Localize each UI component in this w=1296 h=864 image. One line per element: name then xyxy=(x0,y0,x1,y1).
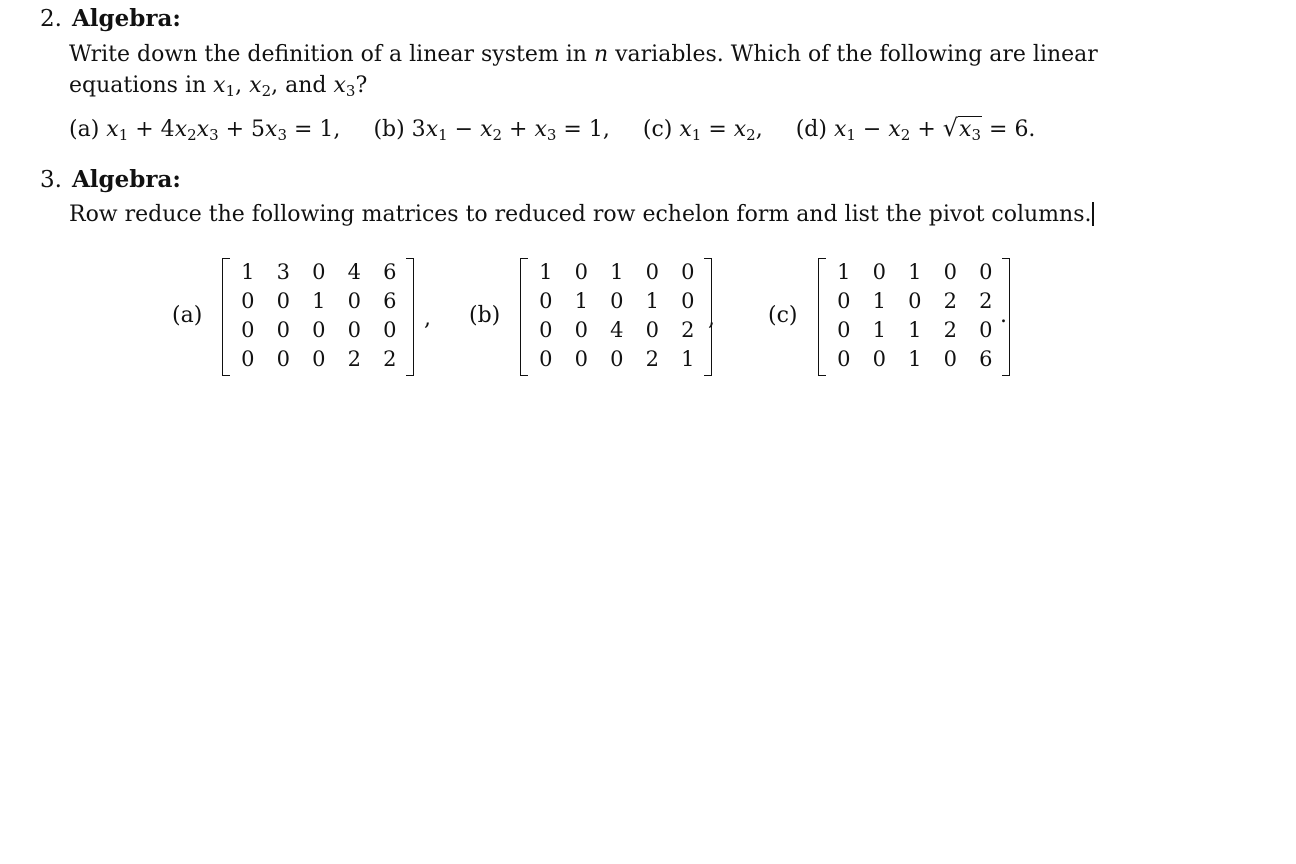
left-bracket xyxy=(222,258,230,376)
matrix-b xyxy=(520,258,712,374)
math-x2: $x_2$ xyxy=(249,73,272,100)
problem-2-number: 2. xyxy=(40,6,62,32)
variable-n: n xyxy=(593,42,609,67)
problem-2-title: Algebra: xyxy=(71,5,181,32)
matrix-c-period: . xyxy=(1000,303,1007,328)
matrix-a xyxy=(222,258,414,374)
matrix-a-label: (a) xyxy=(172,303,203,328)
left-bracket xyxy=(520,258,528,376)
option-a: (a) $x_1 + 4x_2x_3 + 5x_3 = 1$, xyxy=(69,117,341,144)
matrix-row: 0 1 0 2 2 xyxy=(837,288,993,313)
problem-3-title: Algebra: xyxy=(71,166,181,193)
text-cursor xyxy=(1092,202,1094,226)
matrix-a-comma: , xyxy=(424,306,431,331)
matrix-row: 1 3 0 4 6 xyxy=(241,259,397,284)
matrix-c xyxy=(818,258,1010,374)
sqrt-symbol: $√x_3$ xyxy=(942,114,982,144)
matrix-row: 1 0 1 0 0 xyxy=(837,259,993,284)
matrix-row: 0 0 1 0 6 xyxy=(241,288,397,313)
matrix-row: 1 0 1 0 0 xyxy=(539,259,695,284)
problem-2-heading xyxy=(40,5,181,32)
problem-2-line-2: equations in $x_1$, $x_2$, and $x_3$? xyxy=(69,73,368,100)
problem-3-text: Row reduce the following matrices to reduced row echelon form and list the pivot columns. xyxy=(69,202,1092,227)
option-c: (c) $x_1 = x_2$, xyxy=(642,117,763,144)
matrix-c-grid xyxy=(826,257,1004,373)
option-d: (d) $x_1 - x_2 + √x_3 = 6$. xyxy=(795,114,1036,144)
matrix-a-grid xyxy=(230,257,408,373)
problem-2-text-4: , and xyxy=(271,73,327,98)
option-b: (b) $3x_1 - x_2 + x_3 = 1$, xyxy=(373,117,610,144)
matrix-c-label: (c) xyxy=(768,303,798,328)
matrix-row: 0 0 4 0 2 xyxy=(539,317,695,342)
math-x1: $x_1$ xyxy=(213,73,236,100)
problem-3-line xyxy=(69,202,1094,227)
problem-2-text-2: variables. Which of the following are linear xyxy=(615,42,1098,67)
matrix-row: 0 1 0 1 0 xyxy=(539,288,695,313)
problem-2-text-1: Write down the definition of a linear system in xyxy=(69,42,587,67)
matrix-b-grid xyxy=(528,257,706,373)
matrix-row: 0 0 1 0 6 xyxy=(837,346,993,371)
matrix-b-label: (b) xyxy=(469,303,501,328)
matrix-row: 0 0 0 2 1 xyxy=(539,346,695,371)
matrix-b-comma: , xyxy=(708,306,715,331)
matrix-row: 0 1 1 2 0 xyxy=(837,317,993,342)
problem-3-number: 3. xyxy=(40,167,62,193)
right-bracket xyxy=(406,258,414,376)
math-x3: $x_3$ xyxy=(333,73,356,100)
problem-2-line-1 xyxy=(69,42,1098,67)
problem-2-options xyxy=(69,114,1035,142)
matrix-row: 0 0 0 0 0 xyxy=(241,317,397,342)
left-bracket xyxy=(818,258,826,376)
problem-3-heading xyxy=(40,166,181,193)
matrix-row: 0 0 0 2 2 xyxy=(241,346,397,371)
problem-2-text-3: equations in xyxy=(69,73,207,98)
